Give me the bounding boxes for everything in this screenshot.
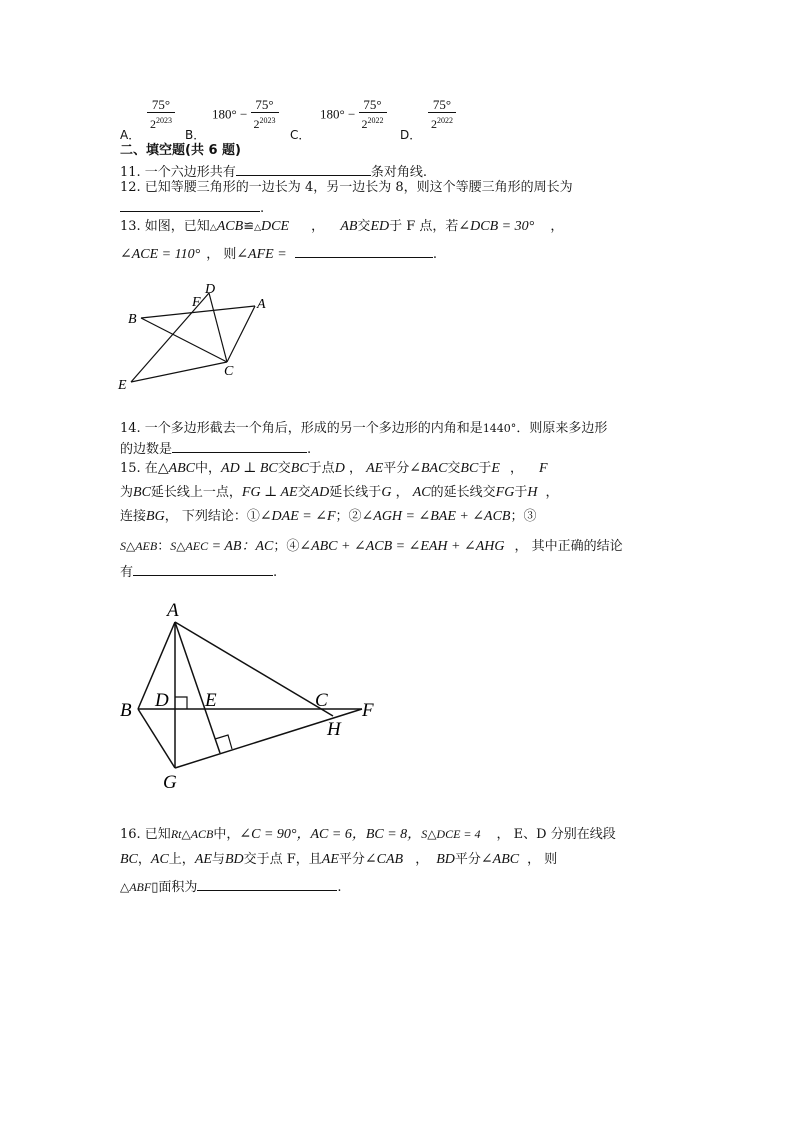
seg-ac [227, 306, 255, 362]
option-a-fraction: $\frac{75^\circ}{2^{2023}}$ [147, 97, 175, 132]
question-15-line2: 为BC延长线上一点，FG ⊥ AE交AD延长线于G ， AC的延长线交FG于H ， [120, 485, 559, 500]
answer-blank-14[interactable] [172, 438, 307, 453]
right-angle-mark-d [175, 697, 187, 709]
seg-dc [209, 293, 227, 362]
question-15-line3: 连接BG， 下列结论：①∠DAE = ∠F；②∠AGH = ∠BAE + ∠ACB；③ [120, 509, 537, 524]
seg-ac [175, 622, 333, 716]
label-f: F [192, 295, 201, 310]
answer-blank-11[interactable] [236, 161, 371, 176]
question-12-line1: 12. 已知等腰三角形的一边长为 4，另一边长为 8，则这个等腰三角形的周长为 [120, 180, 573, 195]
option-d-fraction: $\frac{75^\circ}{2^{2022}}$ [428, 97, 456, 132]
label-a: A [167, 600, 179, 621]
option-c-label: C． [290, 128, 311, 142]
answer-blank-12[interactable] [120, 197, 260, 212]
label-c: C [224, 364, 234, 379]
question-12-line2: . [120, 197, 264, 218]
option-b-label: B． [185, 128, 206, 142]
seg-bg [138, 709, 175, 768]
seg-ae [175, 622, 220, 753]
question-16-line2: BC，AC上，AE与BD交于点 F，且AE平分∠CAB ， BD平分∠ABC ， 则 [120, 852, 558, 867]
answer-blank-13[interactable] [295, 243, 433, 258]
label-d: D [155, 690, 169, 711]
figure-13 [110, 278, 280, 393]
question-14-line2: 的边数是 . [120, 438, 311, 459]
answer-blank-15[interactable] [133, 561, 273, 576]
option-a-label: A． [120, 128, 141, 142]
question-13-line2: ∠ACE = 110° ， 则∠AFE = . [120, 243, 437, 264]
label-c: C [315, 690, 328, 711]
label-e: E [205, 690, 217, 711]
question-15-line1: 15. 在△ABC中，AD ⊥ BC交BC于点D ， AE平分∠BAC交BC于E ， F [120, 461, 548, 476]
label-h: H [327, 719, 341, 740]
question-15-line4: S△AEB：S△AEC = AB：AC；④∠ABC + ∠ACB = ∠EAH + ∠AHG ， 其中正确的结论 [120, 539, 623, 554]
label-f: F [362, 700, 374, 721]
option-c-fraction: 180° − $\frac{75^\circ}{2^{2022}}$ [320, 97, 387, 132]
section-heading: 二、填空题(共 6 题) [120, 143, 241, 158]
question-15-line5: 有 . [120, 561, 277, 582]
label-e: E [118, 378, 127, 393]
label-b: B [120, 700, 132, 721]
label-g: G [163, 772, 177, 793]
option-b-fraction: 180° − $\frac{75^\circ}{2^{2023}}$ [212, 97, 279, 132]
label-d: D [205, 282, 216, 297]
option-d-label: D． [400, 128, 422, 142]
question-16-line3: △ABF▯面积为 . [120, 876, 342, 897]
label-b: B [128, 312, 137, 327]
question-16-line1: 16. 已知Rt△ACB中，∠C = 90°，AC = 6，BC = 8，S△DCE = 4 ， E、D 分别在线段 [120, 827, 616, 842]
question-13-line1: 13. 如图，已知△ACB≌△DCE ， AB交ED于 F 点，若∠DCB = 30° ， [120, 219, 564, 234]
question-14-line1: 14. 一个多边形截去一个角后，形成的另一个多边形的内角和是1440°．则原来多边形 [120, 421, 608, 436]
figure-15 [115, 598, 390, 793]
answer-blank-16[interactable] [197, 876, 337, 891]
question-11: 11. 一个六边形共有 条对角线. [120, 161, 427, 182]
label-a: A [257, 297, 266, 312]
